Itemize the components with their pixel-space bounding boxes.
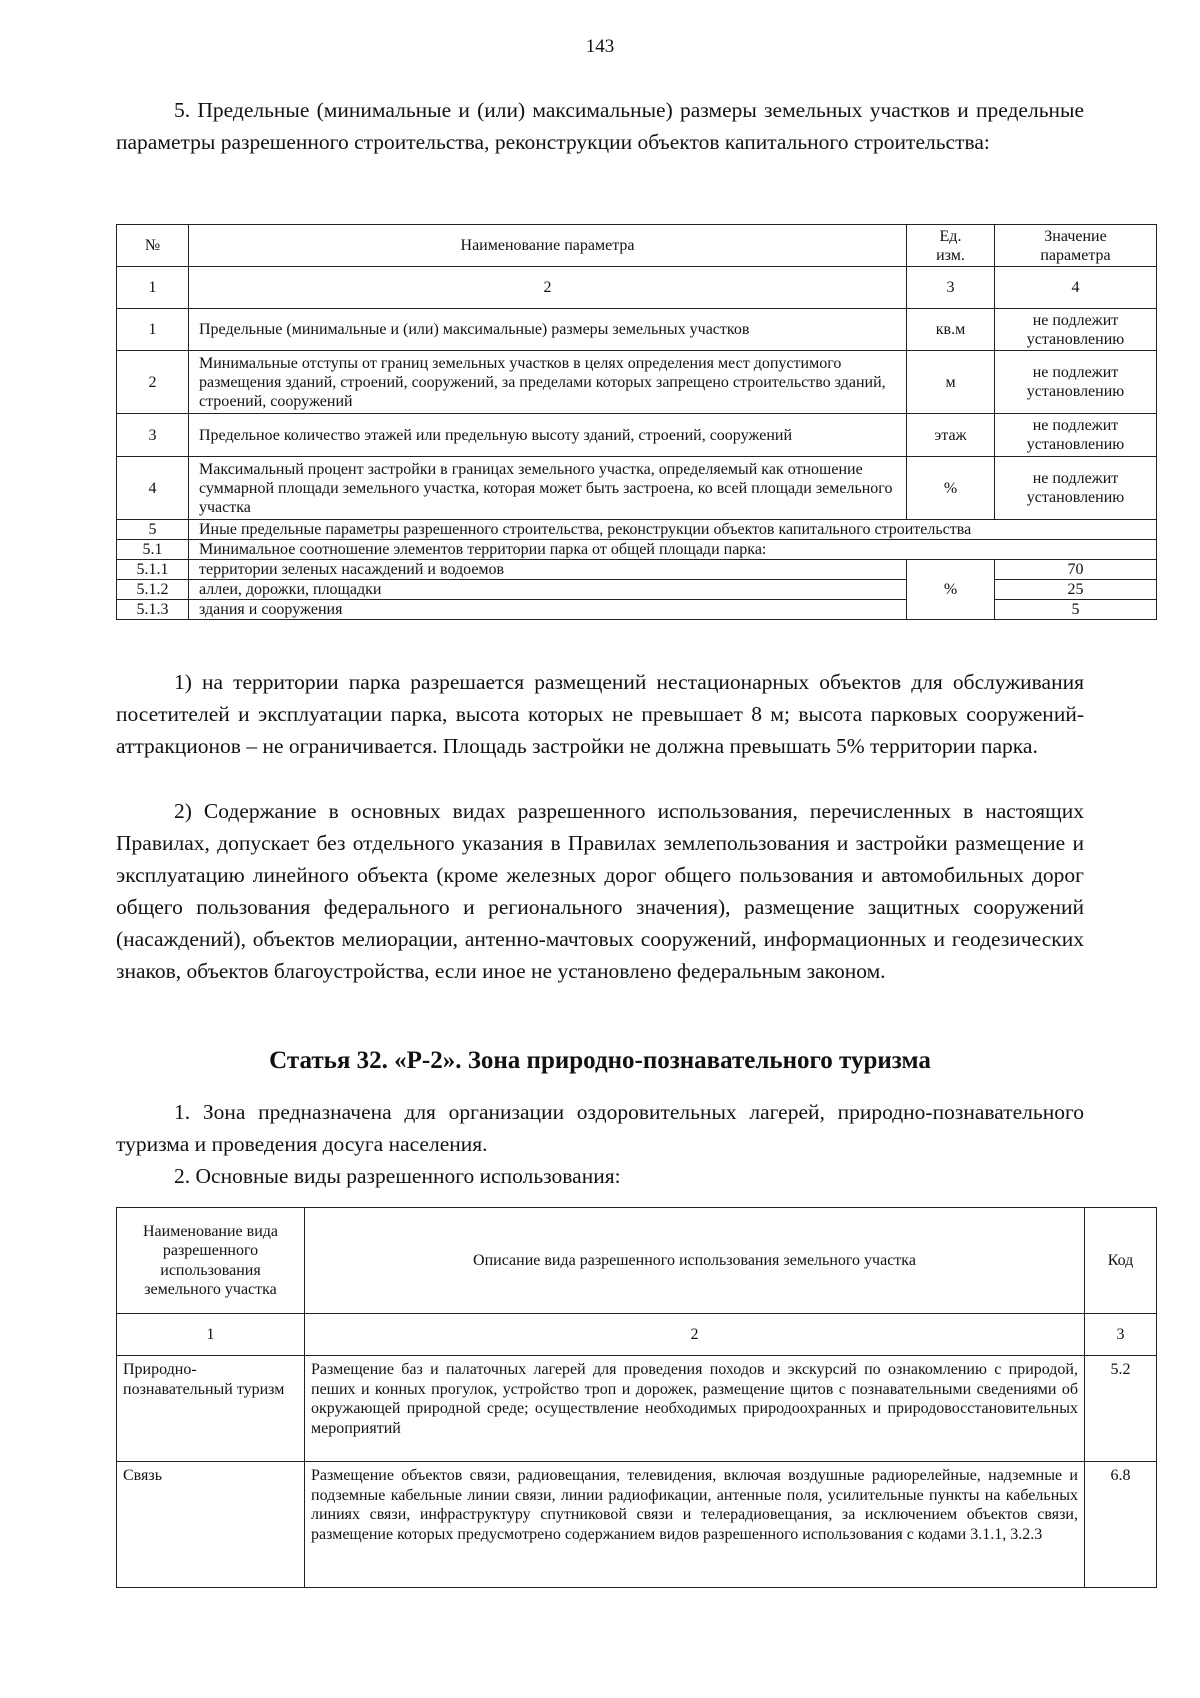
row-num: 3 — [117, 414, 189, 457]
header-use-description: Описание вида разрешенного использования земельного участка — [305, 1208, 1085, 1314]
row-name: Минимальное соотношение элементов территории парка от общей площади парка: — [189, 540, 1157, 560]
row-unit: кв.м — [907, 309, 995, 351]
row-num: 4 — [117, 457, 189, 520]
colnum-3: 3 — [907, 267, 995, 309]
table-row — [117, 520, 1157, 540]
header-code: Код — [1085, 1208, 1157, 1314]
table-row — [117, 580, 1157, 600]
colnum-3: 3 — [1085, 1314, 1157, 1356]
use-description: Размещение баз и палаточных лагерей для проведения походов и экскурсий по ознакомлению с природой, пеших и конных прогулок, устройство троп и дорожек, размещение щитов с познавательными сведениями об окружающей природной среде; осуществление необходимых природоохранных и природовосстановительных мероприятий — [305, 1356, 1085, 1462]
colnum-2: 2 — [189, 267, 907, 309]
colnum-4: 4 — [995, 267, 1157, 309]
article-para-1: 1. Зона предназначена для организации оздоровительных лагерей, природно-познавательного туризма и проведения досуга населения. — [116, 1100, 1084, 1156]
table-header-row — [117, 225, 1157, 267]
parameters-table — [116, 224, 1157, 620]
row-value: не подлежит установлению — [995, 414, 1157, 457]
row-num: 2 — [117, 351, 189, 414]
header-value: Значение параметра — [995, 225, 1157, 267]
row-name: Минимальные отступы от границ земельных участков в целях определения мест допустимого размещения зданий, строений, сооружений, за пределами которых запрещено строительство зданий, строений, сооружений — [189, 351, 907, 414]
row-value: 70 — [995, 560, 1157, 580]
row-num: 5.1.3 — [117, 600, 189, 620]
row-value: не подлежит установлению — [995, 351, 1157, 414]
row-name: Максимальный процент застройки в границах земельного участка, определяемый как отношение суммарной площади земельного участка, которая может быть застроена, ко всей площади земельного участка — [189, 457, 907, 520]
note-2: 2) Содержание в основных видах разрешенного использования, перечисленных в настоящих Правилах, допускает без отдельного указания в Правилах землепользования и застройки размещение и эксплуатацию линейного объекта (кроме железных дорог общего пользования и автомобильных дорог общего пользования федерального и регионального значения), размещение защитных сооружений (насаждений), объектов мелиорации, антенно-мачтовых сооружений, информационных и геодезических знаков, объектов благоустройства, если иное не установлено федеральным законом. — [116, 799, 1084, 983]
page-number: 143 — [585, 36, 615, 57]
colnum-2: 2 — [305, 1314, 1085, 1356]
row-num: 5.1 — [117, 540, 189, 560]
colnum-1: 1 — [117, 267, 189, 309]
table-row — [117, 560, 1157, 580]
table-row — [117, 540, 1157, 560]
column-number-row — [117, 267, 1157, 309]
row-name: Предельные (минимальные и (или) максимальные) размеры земельных участков — [189, 309, 907, 351]
header-use-name: Наименование вида разрешенного использования земельного участка — [117, 1208, 305, 1314]
row-name: аллеи, дорожки, площадки — [189, 580, 907, 600]
row-unit: этаж — [907, 414, 995, 457]
table-header-row — [117, 1208, 1157, 1314]
column-number-row — [117, 1314, 1157, 1356]
use-description: Размещение объектов связи, радиовещания, телевидения, включая воздушные радиорелейные, надземные и подземные кабельные линии связи, линии радиофикации, антенные поля, усилительные пункты на кабельных линиях связи, инфраструктуру спутниковой связи и телерадиовещания, за исключением объектов связи, размещение которых предусмотрено содержанием видов разрешенного использования с кодами 3.1.1, 3.2.3 — [305, 1462, 1085, 1588]
article-title: Статья 32. «Р-2». Зона природно-познавательного туризма — [269, 1047, 931, 1074]
table-row — [117, 1356, 1157, 1462]
row-unit: % — [907, 457, 995, 520]
row-num: 5 — [117, 520, 189, 540]
note-1: 1) на территории парка разрешается размещений нестационарных объектов для обслуживания посетителей и эксплуатации парка, высота которых не превышает 8 м; высота парковых сооружений-аттракционов – не ограничивается. Площадь застройки не должна превышать 5% территории парка. — [116, 670, 1084, 758]
row-num: 1 — [117, 309, 189, 351]
table-row — [117, 600, 1157, 620]
row-unit: % — [907, 560, 995, 620]
use-code: 5.2 — [1085, 1356, 1157, 1462]
row-name: Предельное количество этажей или предельную высоту зданий, строений, сооружений — [189, 414, 907, 457]
table-row — [117, 414, 1157, 457]
section-5-intro: 5. Предельные (минимальные и (или) максимальные) размеры земельных участков и предельные параметры разрешенного строительства, реконструкции объектов капитального строительства: — [116, 98, 1084, 154]
row-unit: м — [907, 351, 995, 414]
row-value: 25 — [995, 580, 1157, 600]
use-code: 6.8 — [1085, 1462, 1157, 1588]
use-name: Природно-познавательный туризм — [117, 1356, 305, 1462]
row-value: 5 — [995, 600, 1157, 620]
table-row — [117, 457, 1157, 520]
row-value: не подлежит установлению — [995, 309, 1157, 351]
table-row — [117, 309, 1157, 351]
row-value: не подлежит установлению — [995, 457, 1157, 520]
permitted-uses-table — [116, 1207, 1157, 1588]
row-name: здания и сооружения — [189, 600, 907, 620]
article-para-2: 2. Основные виды разрешенного использования: — [174, 1164, 621, 1188]
table-row — [117, 1462, 1157, 1588]
header-unit: Ед. изм. — [907, 225, 995, 267]
row-num: 5.1.2 — [117, 580, 189, 600]
use-name: Связь — [117, 1462, 305, 1588]
row-name: территории зеленых насаждений и водоемов — [189, 560, 907, 580]
row-name: Иные предельные параметры разрешенного строительства, реконструкции объектов капитального строительства — [189, 520, 1157, 540]
header-name: Наименование параметра — [189, 225, 907, 267]
header-num: № — [117, 225, 189, 267]
row-num: 5.1.1 — [117, 560, 189, 580]
table-row — [117, 351, 1157, 414]
colnum-1: 1 — [117, 1314, 305, 1356]
